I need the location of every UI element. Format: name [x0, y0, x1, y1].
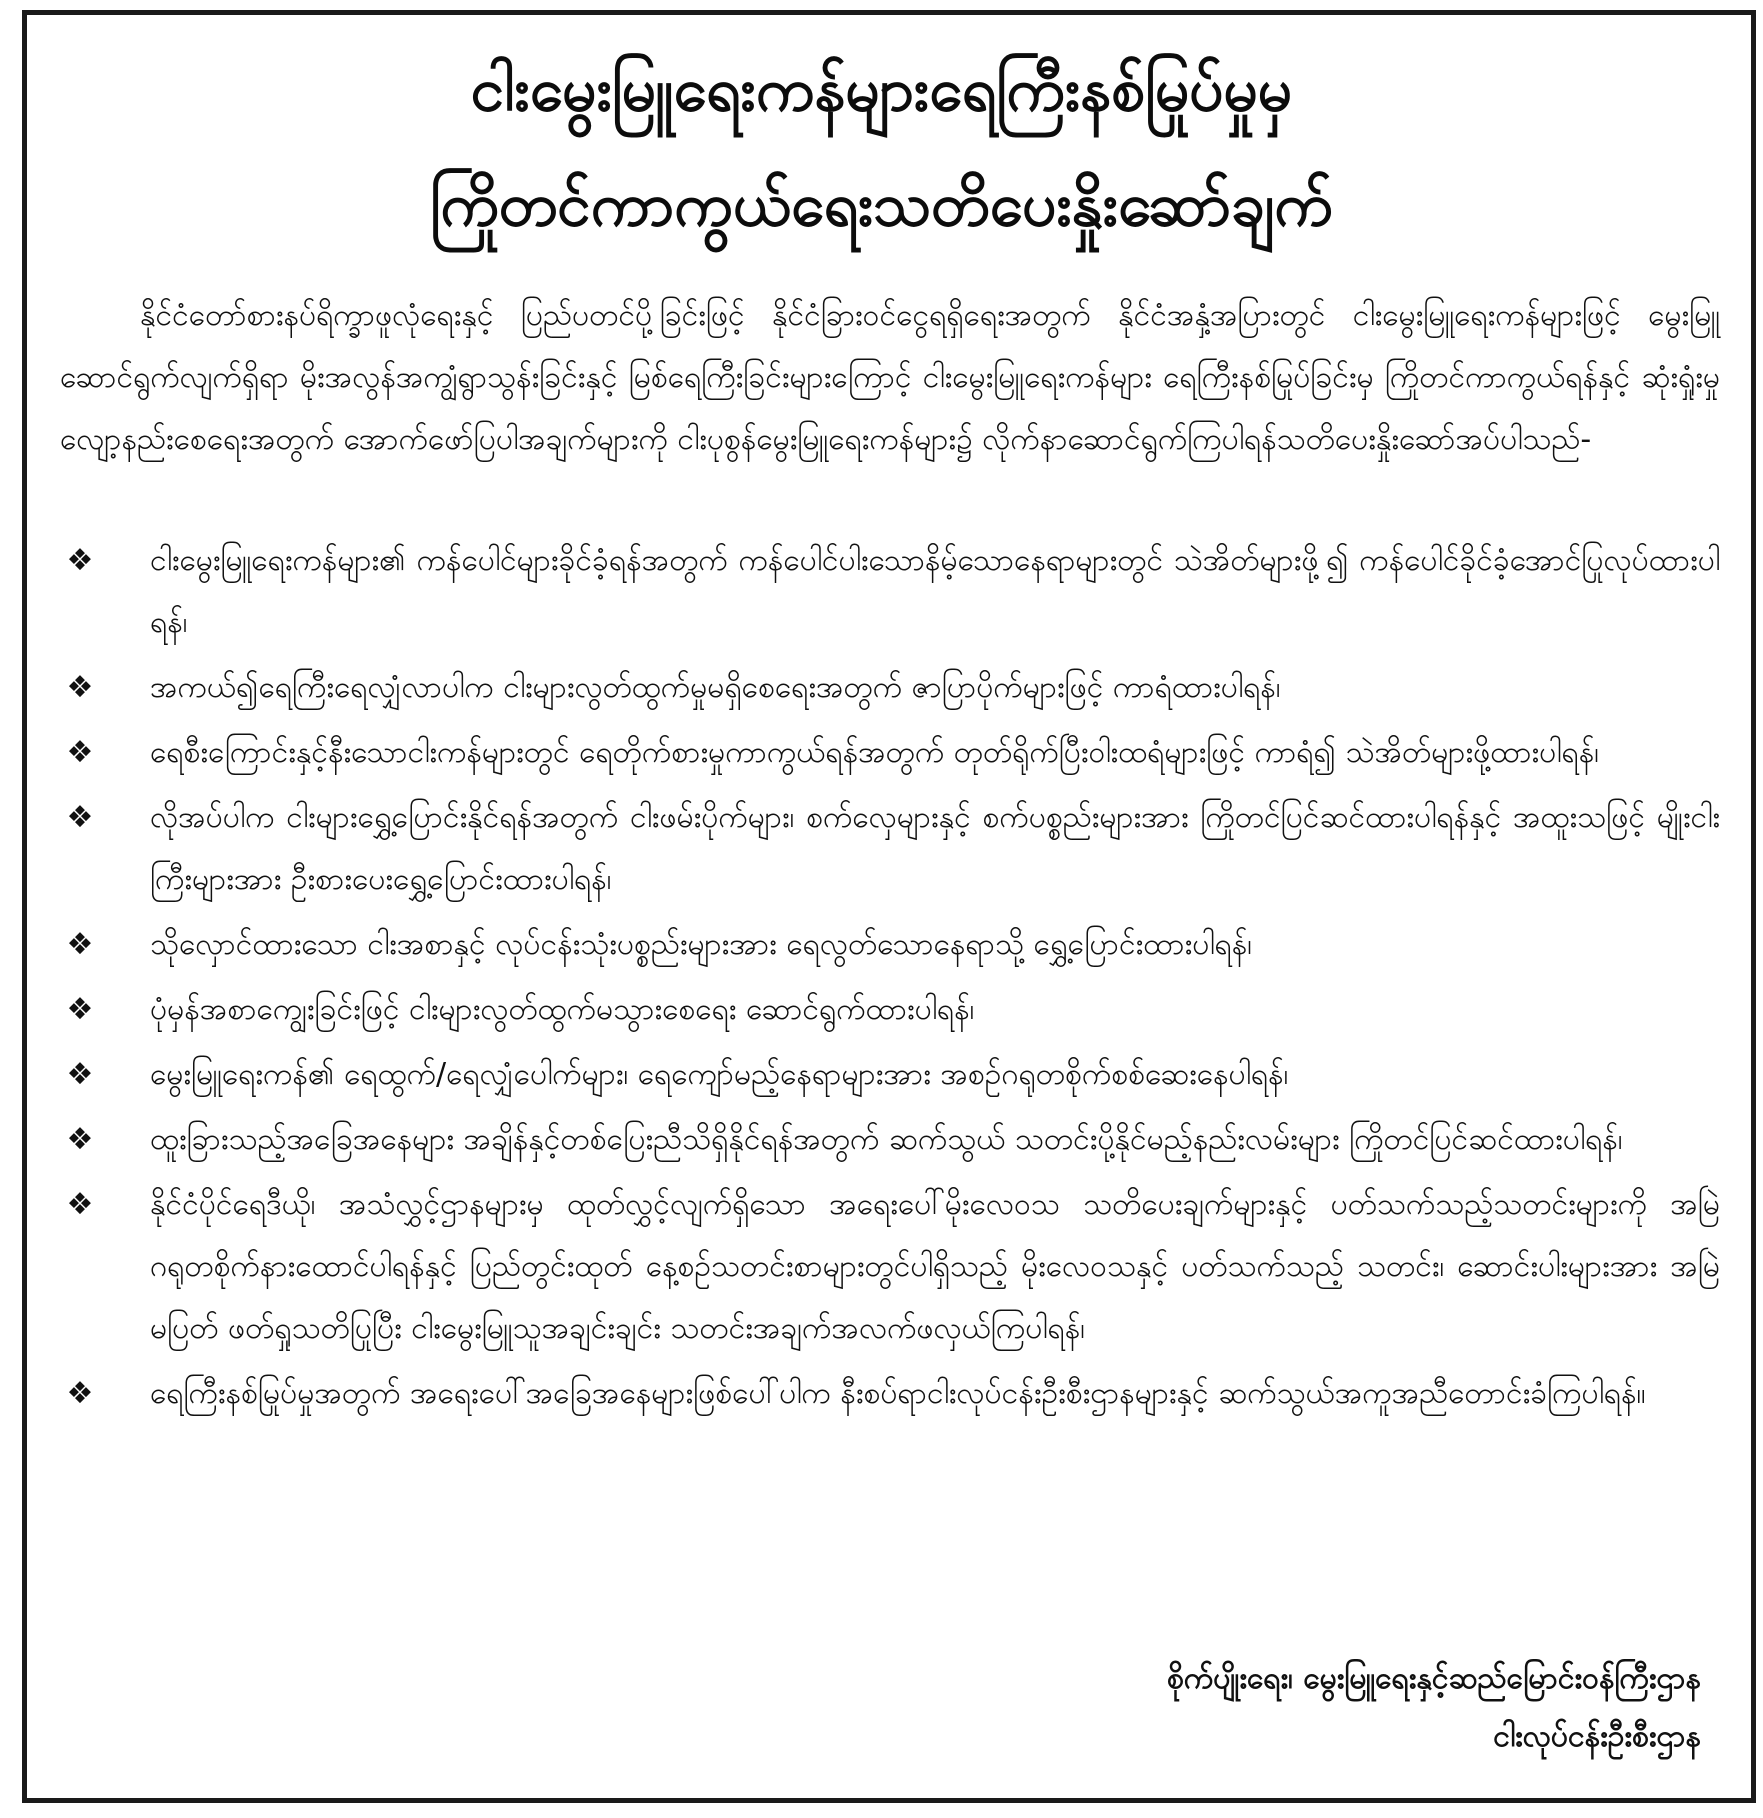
signature-block: [1167, 1650, 1701, 1766]
list-item: [60, 1363, 1720, 1425]
list-item-text: အကယ်၍ရေကြီးရေလျှံလာပါက ငါးများလွတ်ထွက်မှုမရှိစေရေးအတွက် ဇာပြာပိုက်များဖြင့် ကာရံထားပါရန်၊: [150, 670, 1281, 705]
list-item: [60, 787, 1720, 911]
list-item: [60, 657, 1720, 719]
notice-title-line-1: ငါးမွေးမြူရေးကန်များရေကြီးနစ်မြုပ်မှုမှ: [470, 55, 1293, 125]
list-item: [60, 1174, 1720, 1360]
diamond-bullet-icon: ❖: [66, 543, 94, 578]
list-item: [60, 1109, 1720, 1171]
department-name: ငါးလုပ်ငန်းဦးစီးဌာန: [1493, 1719, 1701, 1754]
list-item-text: ထူးခြားသည့်အခြေအနေများ အချိန်နှင့်တစ်ပြေးညီသိရှိနိုင်ရန်အတွက် ဆက်သွယ် သတင်းပို့နိုင်မည့်နည်းလမ်းများ ကြိုတင်ပြင်ဆင်ထားပါရန်၊: [150, 1122, 1623, 1157]
diamond-bullet-icon: ❖: [66, 800, 94, 835]
diamond-bullet-icon: ❖: [66, 735, 94, 770]
list-item: [60, 722, 1720, 784]
diamond-bullet-icon: ❖: [66, 1187, 94, 1222]
diamond-bullet-icon: ❖: [66, 1057, 94, 1092]
list-item: [60, 979, 1720, 1041]
list-item-text: ရေစီးကြောင်းနှင့်နီးသောငါးကန်များတွင် ရေတိုက်စားမှုကာကွယ်ရန်အတွက် တုတ်ရိုက်ပြီးဝါးထရံများဖြင့် ကာရံ၍ သဲအိတ်များဖို့ထားပါရန်၊: [150, 735, 1599, 770]
list-item-text: မွေးမြူရေးကန်၏ ရေထွက်/ရေလျှံပေါက်များ၊ ရေကျော်မည့်နေရာများအား အစဉ်ဂရုတစိုက်စစ်ဆေးနေပါရန်၊: [150, 1057, 1289, 1092]
diamond-bullet-icon: ❖: [66, 992, 94, 1027]
diamond-bullet-icon: ❖: [66, 927, 94, 962]
diamond-bullet-icon: ❖: [66, 1122, 94, 1157]
intro-paragraph: နိုင်ငံတော်စားနပ်ရိက္ခာဖူလုံရေးနှင့် ပြည်ပတင်ပို့ခြင်းဖြင့် နိုင်ငံခြားဝင်ငွေရရှိရေးအတွက် နိုင်ငံအနှံ့အပြားတွင် ငါးမွေးမြူရေးကန်များဖြင့် မွေးမြူဆောင်ရွက်လျက်ရှိရာ မိုးအလွန်အကျွံရွာသွန်းခြင်းနှင့် မြစ်ရေကြီးခြင်းများကြောင့် ငါးမွေးမြူရေးကန်များ ရေကြီးနစ်မြုပ်ခြင်းမှ ကြိုတင်ကာကွယ်ရန်နှင့် ဆုံးရှုံးမှုလျော့နည်းစေရေးအတွက် အောက်ဖော်ပြပါအချက်များကို ငါးပုစွန်မွေးမြူရေးကန်များ၌ လိုက်နာဆောင်ရွက်ကြပါရန်သတိပေးနှိုးဆော်အပ်ပါသည်-: [60, 298, 1720, 457]
list-item: [60, 914, 1720, 976]
list-item-text: သိုလှောင်ထားသော ငါးအစာနှင့် လုပ်ငန်းသုံးပစ္စည်းများအား ရေလွတ်သောနေရာသို့ ရွှေ့ပြောင်းထားပါရန်၊: [150, 927, 1253, 962]
instruction-list: [60, 530, 1720, 1428]
list-item-text: လိုအပ်ပါက ငါးများရွှေ့ပြောင်းနိုင်ရန်အတွက် ငါးဖမ်းပိုက်များ၊ စက်လှေများနှင့် စက်ပစ္စည်းများအား ကြိုတင်ပြင်ဆင်ထားပါရန်နှင့် အထူးသဖြင့် မျိုးငါးကြီးများအား ဦးစားပေးရွှေ့ပြောင်းထားပါရန်၊: [150, 800, 1720, 897]
diamond-bullet-icon: ❖: [66, 1376, 94, 1411]
list-item: [60, 530, 1720, 654]
list-item-text: ရေကြီးနစ်မြုပ်မှုအတွက် အရေးပေါ်အခြေအနေများဖြစ်ပေါ်ပါက နီးစပ်ရာငါးလုပ်ငန်းဦးစီးဌာနများနှင့် ဆက်သွယ်အကူအညီတောင်းခံကြပါရန်။: [150, 1376, 1646, 1411]
ministry-name: စိုက်ပျိုးရေး၊ မွေးမြူရေးနှင့်ဆည်မြောင်းဝန်ကြီးဌာန: [1166, 1661, 1701, 1696]
list-item-text: ပုံမှန်အစာကျွေးခြင်းဖြင့် ငါးများလွတ်ထွက်မသွားစေရေး ဆောင်ရွက်ထားပါရန်၊: [150, 992, 975, 1027]
list-item: [60, 1044, 1720, 1106]
notice-title-line-2: ကြိုတင်ကာကွယ်ရေးသတိပေးနှိုးဆော်ချက်: [430, 170, 1333, 240]
list-item-text: နိုင်ငံပိုင်ရေဒီယို၊ အသံလွှင့်ဌာနများမှ ထုတ်လွှင့်လျက်ရှိသော အရေးပေါ်မိုးလေဝသ သတိပေးချက်များနှင့် ပတ်သက်သည့်သတင်းများကို အမြဲဂရုတစိုက်နားထောင်ပါရန်နှင့် ပြည်တွင်းထုတ် နေ့စဉ်သတင်းစာများတွင်ပါရှိသည့် မိုးလေဝသနှင့် ပတ်သက်သည့် သတင်း၊ ဆောင်းပါးများအား အမြဲမပြတ် ဖတ်ရှုသတိပြုပြီး ငါးမွေးမြူသူအချင်းချင်း သတင်းအချက်အလက်ဖလှယ်ကြပါရန်၊: [150, 1187, 1720, 1346]
diamond-bullet-icon: ❖: [66, 670, 94, 705]
list-item-text: ငါးမွေးမြူရေးကန်များ၏ ကန်ပေါင်များခိုင်ခံ့ရန်အတွက် ကန်ပေါင်ပါးသောနိမ့်သောနေရာများတွင် သဲအိတ်များဖို့၍ ကန်ပေါင်ခိုင်ခံ့အောင်ပြုလုပ်ထားပါရန်၊: [150, 543, 1720, 640]
